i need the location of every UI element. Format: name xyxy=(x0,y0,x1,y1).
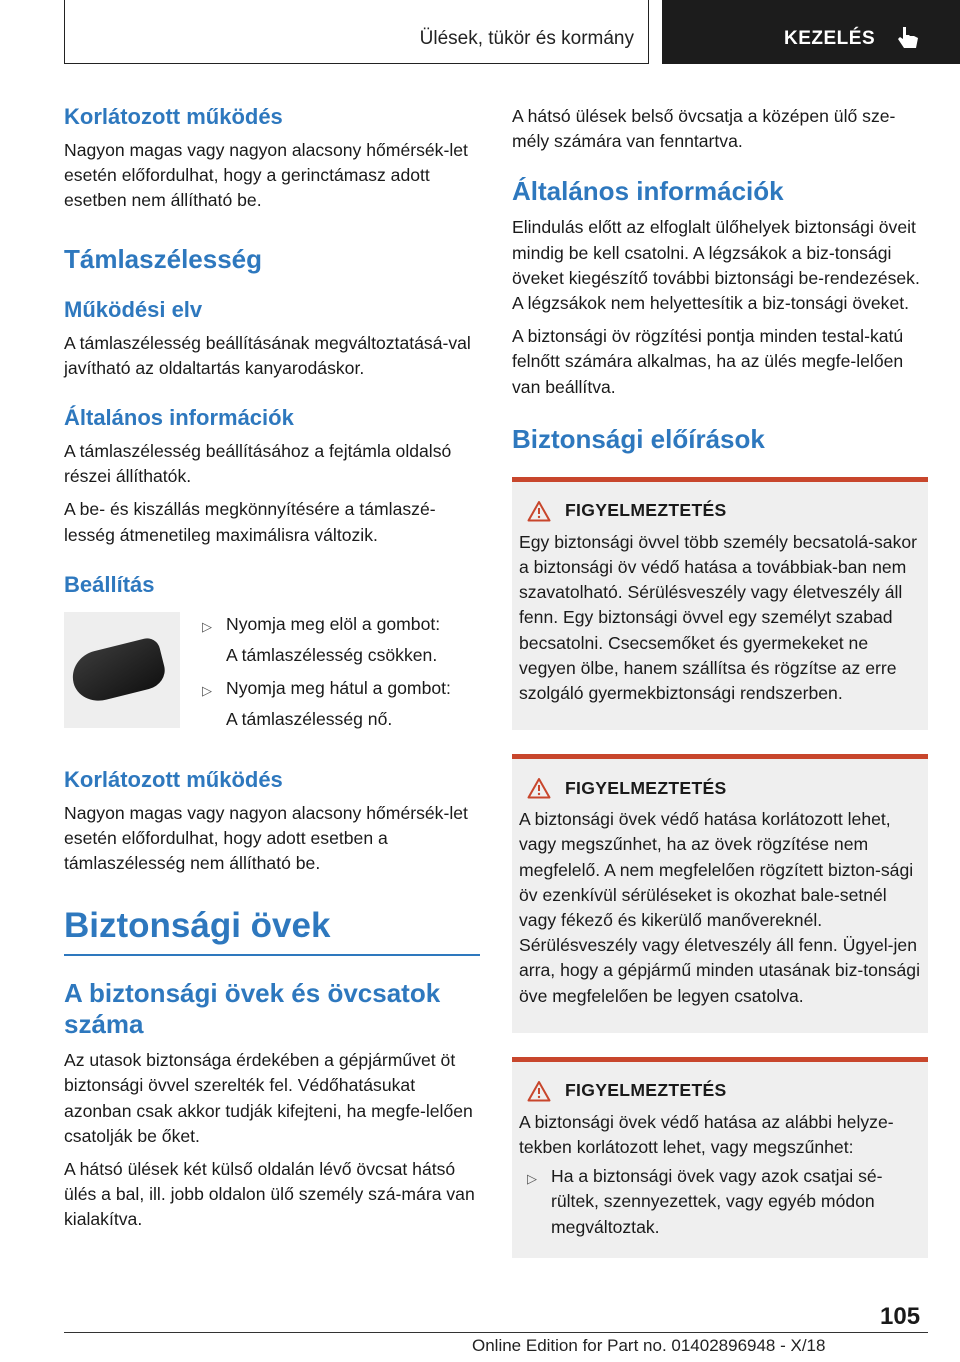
section-heading: Korlátozott működés xyxy=(64,104,283,129)
triangle-bullet-icon: ▷ xyxy=(202,618,212,634)
paragraph: A hátsó ülések belső övcsatja a középen ülő sze-mély számára van fenntartva. xyxy=(512,106,896,152)
step-action: Nyomja meg hátul a gombot: xyxy=(226,678,451,699)
step-result: A támlaszélesség csökken. xyxy=(226,645,438,666)
paragraph: A támlaszélesség beállításához a fejtámla oldalsó részei állíthatók. xyxy=(64,441,452,487)
warning-text: A biztonsági övek védő hatása korlátozott lehet, vagy megszűnhet, ha az övek rögzítése nem megfelelő. A nem megfelelően rögzített bizton-sági öv ezenkívül sérüléseket is okozhat bale-setnél vagy fékező és kikerülő manővereknél. Sérülésveszély vagy életveszély áll fenn. Ügyel-jen arra, hogy a gépjármű minden utasának biz-tonsági öve megfelelően be legyen csatolva. xyxy=(519,809,920,1006)
warning-title xyxy=(519,1080,920,1102)
paragraph: A be- és kiszállás megkönnyítésére a támlaszé-lesség átmenetileg maximálisra változik. xyxy=(64,499,436,545)
setting-heading: Beállítás xyxy=(64,571,155,597)
footer-divider xyxy=(64,1332,928,1333)
warning-triangle-icon xyxy=(527,500,551,522)
restricted-operation-width xyxy=(64,767,480,877)
left-column xyxy=(64,104,480,1241)
header-chapter-tab xyxy=(662,0,960,64)
paragraph: A támlaszélesség beállításának megváltoztatásá-val javítható az oldaltartás kanyarodáskor. xyxy=(64,332,471,378)
paragraph: Nagyon magas vagy nagyon alacsony hőmérsék-let esetén előfordulhat, hogy a gerinctámasz adott esetben nem állítható be. xyxy=(64,140,468,211)
header-section-title: Ülések, tükör és kormány xyxy=(419,28,634,49)
warning-title-text: FIGYELMEZTETÉS xyxy=(565,777,727,798)
paragraph: Elindulás előtt az elfoglalt ülőhelyek biztonsági öveit mindig be kell csatolni. A légzsákok a biz-tonsági öveket kiegészítő további biztonsági be-rendezések. A légzsákok nem helyettesítik a biz-tonsági öveket. xyxy=(512,217,920,314)
edition-note: Online Edition for Part no. 01402896948 - X/18 xyxy=(472,1336,826,1355)
warning-title-text: FIGYELMEZTETÉS xyxy=(565,1080,727,1101)
backrest-width-heading: Támlaszélesség xyxy=(64,243,263,274)
paragraph: A hátsó ülések két külső oldalán lévő övcsat hátsó ülés a bal, ill. jobb oldalon ülő személy szá-mára van kialakítva. xyxy=(64,1159,475,1230)
chapter-heading-seat-belts: Biztonsági övek xyxy=(64,906,480,956)
header-chapter-label: KEZELÉS xyxy=(784,28,876,49)
paragraph: A biztonsági öv rögzítési pontja minden testal-katú felnőtt számára alkalmas, ha az ülés megfe-lelően van beállítva. xyxy=(512,326,904,397)
step-result: A támlaszélesség nő. xyxy=(226,709,393,730)
belt-count-section xyxy=(64,978,480,1232)
section-heading: Általános információk xyxy=(512,176,784,207)
warning-box xyxy=(512,1057,928,1258)
principle-section xyxy=(64,297,480,381)
header-section-box xyxy=(64,0,649,64)
page-number: 105 xyxy=(880,1303,921,1330)
section-heading: Korlátozott működés xyxy=(64,766,283,792)
warning-title-text: FIGYELMEZTETÉS xyxy=(565,500,727,521)
setting-block xyxy=(64,612,480,741)
warning-text: Egy biztonsági övvel több személy becsatolá-sakor a biztonsági öv védő hatása a továbbiak-ban nem szavatolható. Sérülésveszély vagy életveszély áll fenn. Egy biztonsági övvel egy személyt szabad becsatolni. Csecsemőket és gyermekeket ne vegyen ölbe, hanem szállítsa és rögzítse az erre szolgáló gyermekbiztonsági rendszerben. xyxy=(519,531,918,704)
section-heading: Működési elv xyxy=(64,296,203,322)
setting-steps xyxy=(202,612,480,741)
warning-box xyxy=(512,477,928,730)
triangle-bullet-icon: ▷ xyxy=(202,683,212,699)
warning-triangle-icon xyxy=(527,777,551,799)
headrest-width-button-image xyxy=(64,612,180,728)
pointing-hand-icon xyxy=(892,24,922,54)
warning-box xyxy=(512,754,928,1033)
section-heading: A biztonsági övek és övcsatok száma xyxy=(64,978,441,1040)
list-item xyxy=(519,1164,920,1240)
list-item xyxy=(202,612,480,639)
warning-title xyxy=(519,500,920,522)
general-info-section xyxy=(64,405,480,548)
step-action: Nyomja meg elöl a gombot: xyxy=(226,613,441,634)
section-heading: Általános információk xyxy=(64,405,294,431)
warning-triangle-icon xyxy=(527,1080,551,1102)
warning-title xyxy=(519,777,920,799)
safety-regulations-heading: Biztonsági előírások xyxy=(512,423,765,454)
restricted-operation-lumbar xyxy=(64,104,480,214)
list-item xyxy=(202,676,480,703)
right-column xyxy=(512,104,928,1282)
triangle-bullet-icon: ▷ xyxy=(527,1171,537,1187)
paragraph: Nagyon magas vagy nagyon alacsony hőmérsék-let esetén előfordulhat, hogy adott esetben a támlaszélesség nem állítható be. xyxy=(64,802,468,874)
warning-text: A biztonsági övek védő hatása az alábbi helyze-tekben korlátozott lehet, vagy megszűnhet: xyxy=(519,1111,894,1158)
general-info-section xyxy=(512,176,928,399)
bullet-text: Ha a biztonsági övek vagy azok csatjai sé-rültek, szennyezettek, vagy egyéb módon megváltoztak. xyxy=(551,1166,883,1237)
paragraph: Az utasok biztonsága érdekében a gépjárművet öt biztonsági övvel szerelték fel. Védőhatásukat azonban csak akkor tudják kifejteni, ha megfe-lelően csatolják be őket. xyxy=(64,1050,473,1146)
